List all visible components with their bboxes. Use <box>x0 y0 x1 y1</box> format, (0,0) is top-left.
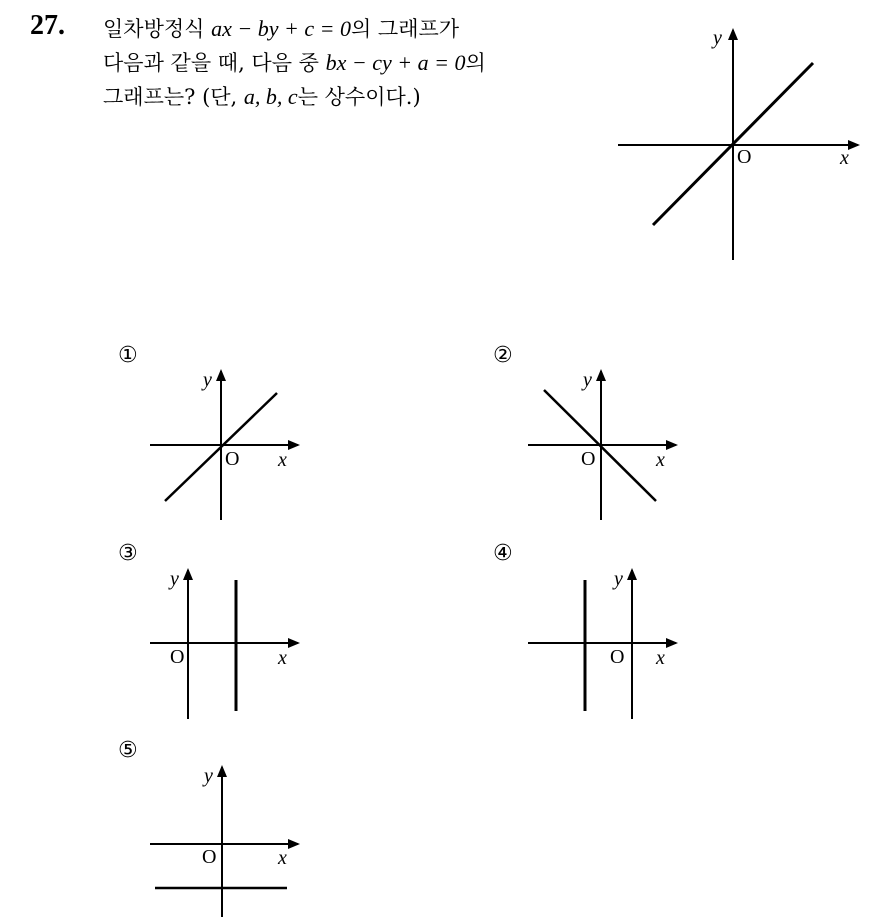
stem-line-2 <box>103 46 603 80</box>
x-axis-label: x <box>278 847 287 869</box>
option-4-graph[interactable] <box>528 566 678 726</box>
origin-label: O <box>737 146 752 168</box>
option-4-marker[interactable]: ④ <box>493 541 513 566</box>
equation-given: ax − by + c = 0 <box>211 16 351 41</box>
x-axis-label: x <box>656 449 665 471</box>
option-5-marker[interactable]: ⑤ <box>118 738 138 763</box>
origin-label: O <box>610 646 625 668</box>
stem-line-1 <box>103 12 603 46</box>
equation-target: bx − cy + a = 0 <box>325 50 466 75</box>
origin-label: O <box>202 846 217 868</box>
given-graph <box>600 20 870 270</box>
constants-list: a, b, c <box>243 84 298 109</box>
y-axis-label: y <box>170 568 179 590</box>
stem-line-3 <box>103 80 603 114</box>
option-1-marker[interactable]: ① <box>118 343 138 368</box>
option-2-graph[interactable] <box>528 368 678 528</box>
stem-text: 의 <box>465 51 486 75</box>
origin-label: O <box>170 646 185 668</box>
option-1-graph[interactable] <box>150 368 300 528</box>
stem-text: 의 그래프가 <box>350 17 460 41</box>
origin-label: O <box>581 448 596 470</box>
stem-text: 는 상수이다.) <box>297 85 421 109</box>
y-axis-label: y <box>713 27 722 49</box>
stem-text: 다음과 같을 때, 다음 중 <box>103 51 326 75</box>
x-axis-label: x <box>278 449 287 471</box>
y-axis-label: y <box>204 765 213 787</box>
stem-text: 그래프는? (단, <box>103 85 244 109</box>
origin-label: O <box>225 448 240 470</box>
x-axis-label: x <box>656 647 665 669</box>
question-stem <box>103 12 603 114</box>
stem-text: 일차방정식 <box>103 17 212 41</box>
question-number: 27. <box>30 10 65 41</box>
option-5-graph[interactable] <box>150 763 300 919</box>
y-axis-label: y <box>203 369 212 391</box>
y-axis-label: y <box>614 568 623 590</box>
x-axis-label: x <box>840 147 849 169</box>
x-axis-label: x <box>278 647 287 669</box>
option-2-marker[interactable]: ② <box>493 343 513 368</box>
option-3-graph[interactable] <box>150 566 300 726</box>
y-axis-label: y <box>583 369 592 391</box>
option-3-marker[interactable]: ③ <box>118 541 138 566</box>
